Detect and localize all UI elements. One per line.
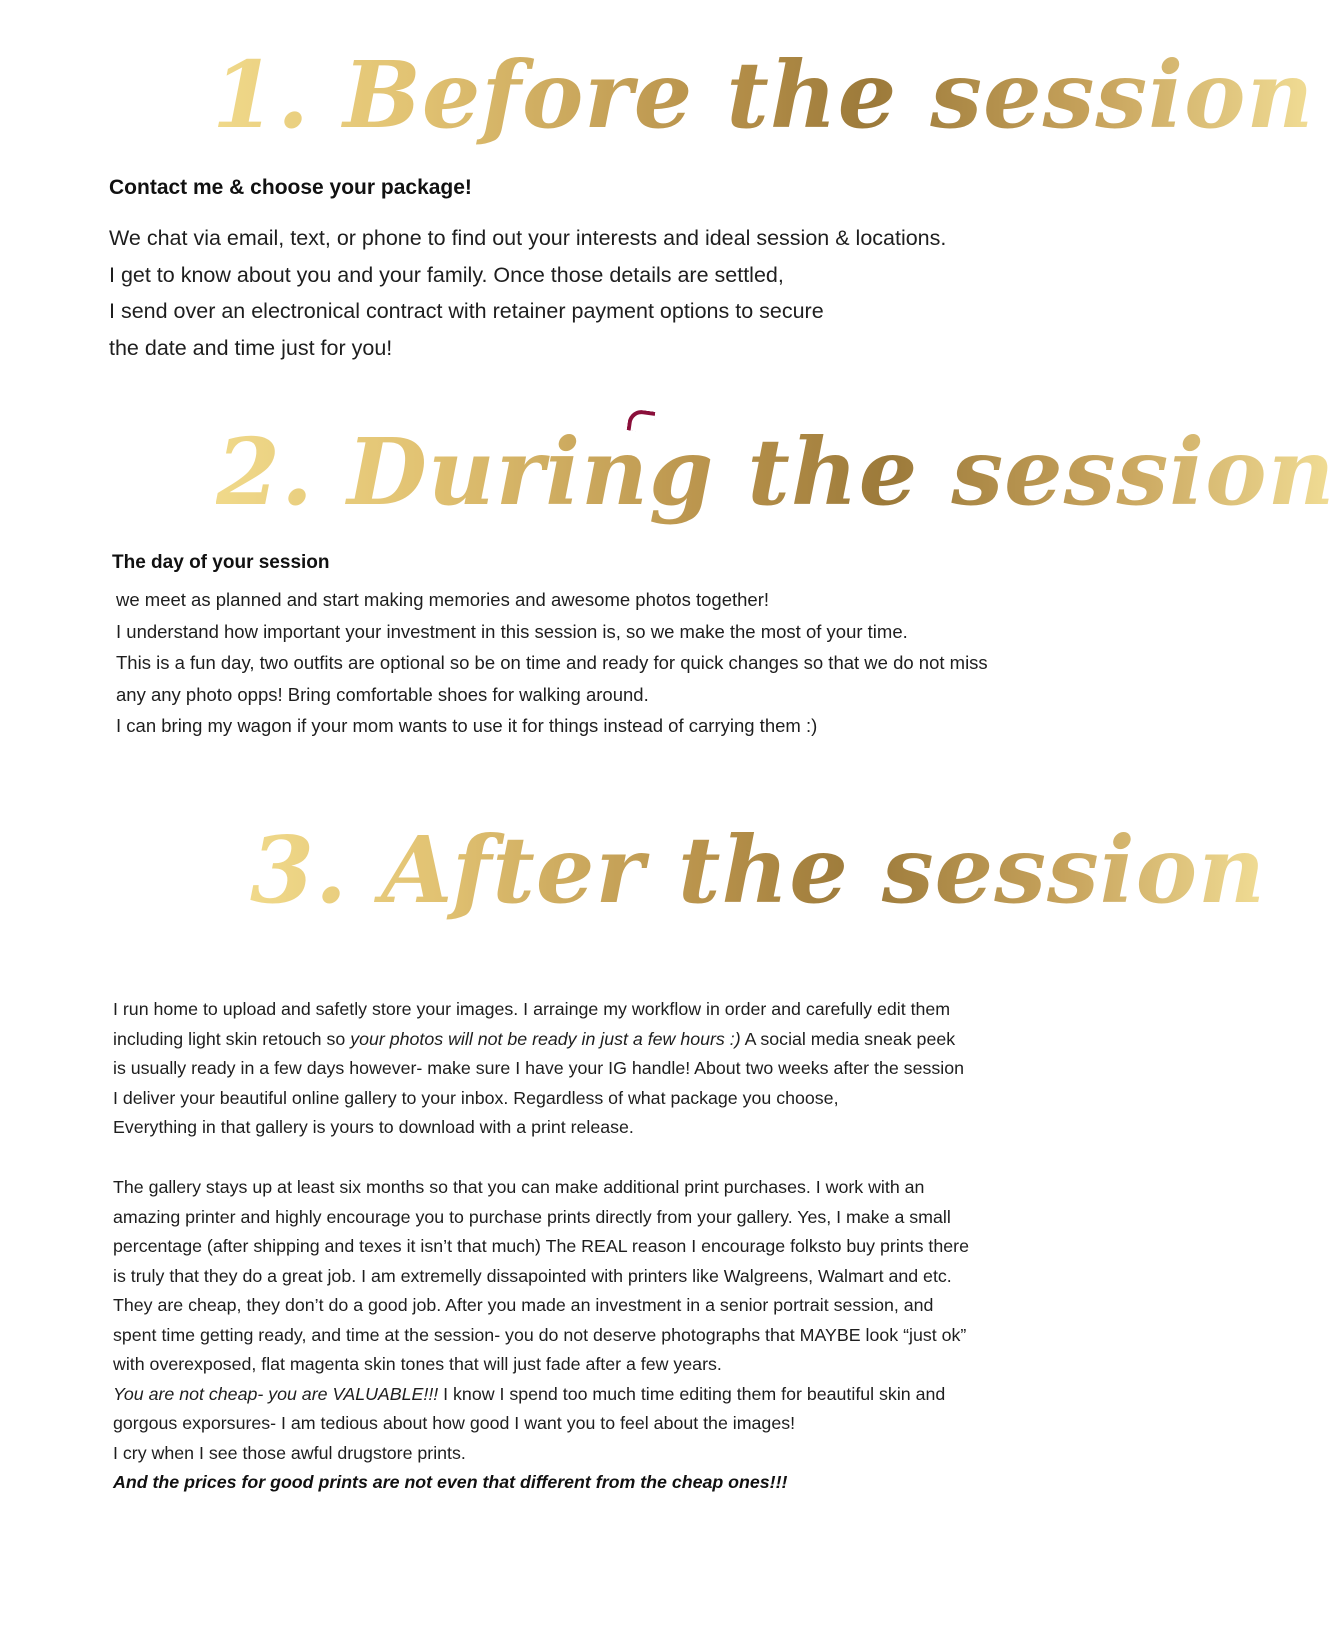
body-line: I run home to upload and safetly store your images. I arrainge my workflow in order and carefully edit them xyxy=(113,999,951,1019)
body-line: We chat via email, text, or phone to find out your interests and ideal session & locations. xyxy=(109,226,947,250)
body-line: is truly that they do a great job. I am extremelly dissapointed with printers like Walgreens, Walmart and etc. xyxy=(113,1265,952,1286)
body-line: I send over an electronical contract with retainer payment options to secure xyxy=(109,299,824,323)
body-line: with overexposed, flat magenta skin tones that will just fade after a few years. xyxy=(113,1354,722,1374)
body-line: percentage (after shipping and texes it isn’t that much) The REAL reason I encourage folksto buy prints there xyxy=(113,1236,969,1256)
section-1-body xyxy=(109,220,946,366)
body-text: including light skin retouch so xyxy=(113,1028,351,1049)
section-2-body xyxy=(116,584,988,742)
body-text: I know I spend too much time editing them for beautiful skin and xyxy=(438,1383,946,1404)
body-text: A social media sneak peek xyxy=(740,1028,956,1049)
section-3-paragraph-1 xyxy=(113,995,964,1143)
section-1-subheading: Contact me & choose your package! xyxy=(109,176,472,199)
body-line: amazing printer and highly encourage you to purchase prints directly from your gallery. Yes, I make a small xyxy=(113,1206,951,1227)
body-line: any any photo opps! Bring comfortable shoes for walking around. xyxy=(116,683,649,705)
body-line: I understand how important your investment in this session is, so we make the most of your time. xyxy=(116,620,908,642)
body-line: This is a fun day, two outfits are optional so be on time and ready for quick changes so that we do not miss xyxy=(116,652,988,673)
body-line: I can bring my wagon if your mom wants to use it for things instead of carrying them :) xyxy=(116,715,818,736)
body-line: I get to know about you and your family. Once those details are settled, xyxy=(109,262,784,287)
body-line: The gallery stays up at least six months so that you can make additional print purchases. I work with an xyxy=(113,1177,925,1197)
section-2-heading: 2. During the session xyxy=(216,412,1335,532)
body-line: we meet as planned and start making memories and awesome photos together! xyxy=(116,589,770,610)
section-3-heading: 3. After the session xyxy=(250,810,1266,930)
section-2-subheading: The day of your session xyxy=(112,552,330,573)
section-1-heading: 1. Before the session xyxy=(212,30,1314,160)
body-line: Everything in that gallery is yours to download with a print release. xyxy=(113,1117,634,1137)
body-line xyxy=(113,1380,969,1410)
body-line: the date and time just for you! xyxy=(109,335,393,360)
body-line: I cry when I see those awful drugstore prints. xyxy=(113,1442,466,1463)
body-line xyxy=(113,1025,964,1055)
body-line: is usually ready in a few days however- make sure I have your IG handle! About two weeks after the session xyxy=(113,1058,964,1078)
closing-emphasis-line: And the prices for good prints are not even that different from the cheap ones!!! xyxy=(113,1472,788,1492)
section-3-paragraph-2 xyxy=(113,1173,969,1498)
italic-text: You are not cheap- you are VALUABLE!!! xyxy=(113,1383,439,1404)
body-line: I deliver your beautiful online gallery to your inbox. Regardless of what package you choose, xyxy=(113,1087,839,1108)
italic-text: your photos will not be ready in just a few hours :) xyxy=(350,1028,741,1049)
body-line: They are cheap, they don’t do a good job. After you made an investment in a senior portrait session, and xyxy=(113,1295,934,1315)
body-line: gorgous exporsures- I am tedious about how good I want you to feel about the images! xyxy=(113,1413,796,1433)
body-line: spent time getting ready, and time at the session- you do not deserve photographs that MAYBE look “just ok” xyxy=(113,1324,967,1345)
